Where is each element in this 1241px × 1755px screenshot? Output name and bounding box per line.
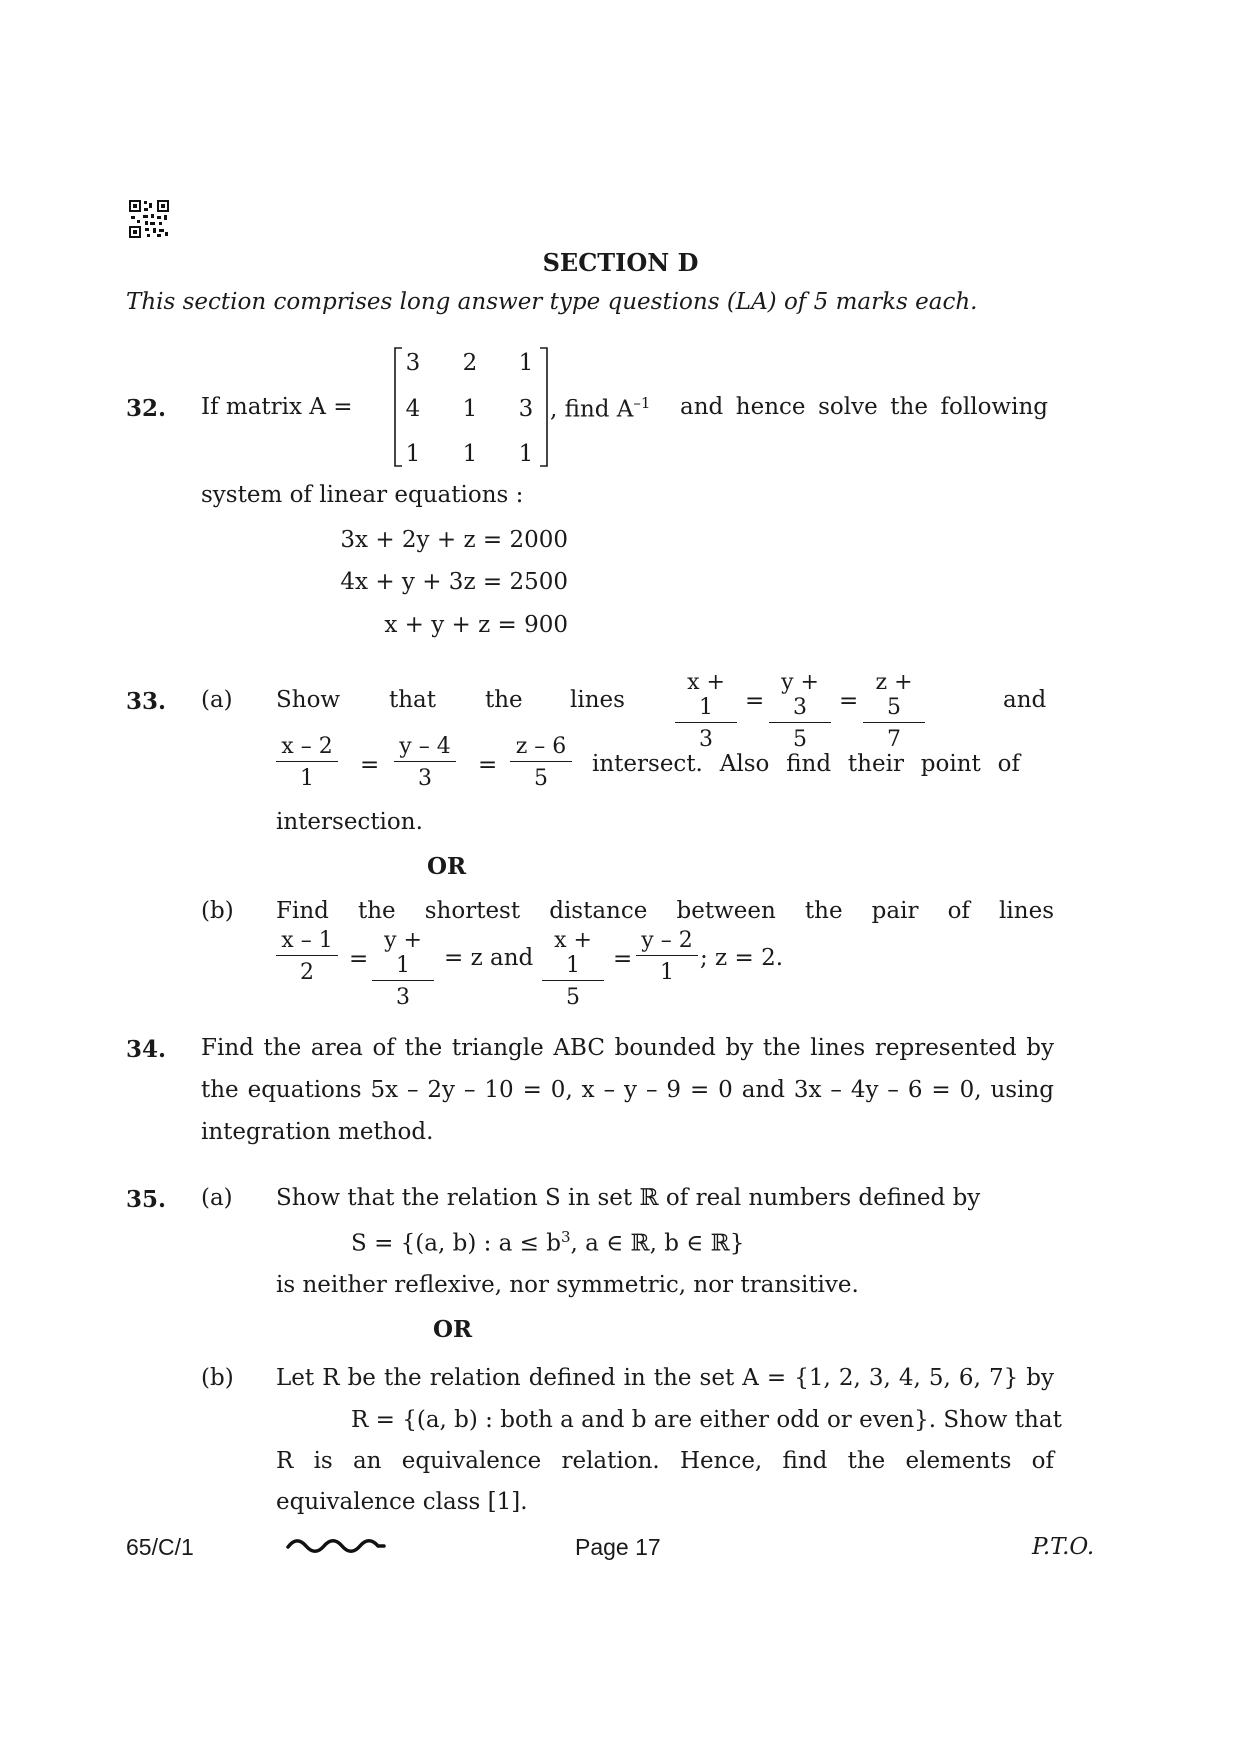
matrix-cell: 1 [518, 441, 534, 467]
matrix-cell: 1 [462, 396, 478, 422]
q32-and-hence: and hence solve the following [680, 394, 1048, 420]
fraction: $\frac{y - 4}{3}$ [394, 734, 456, 791]
question-number-32: 32. [126, 395, 167, 422]
qr-code-icon [129, 200, 169, 238]
q33-a-word: that [389, 687, 437, 713]
question-number-34: 34. [126, 1036, 167, 1063]
q34-line1: Find the area of the triangle ABC bounded by the lines represented by [201, 1035, 1054, 1061]
fraction: $\frac{x - 2}{1}$ [276, 734, 338, 791]
q32-after-matrix [550, 396, 650, 422]
matrix-cell: 1 [405, 441, 421, 467]
q33-b-line1: Find the shortest distance between the pair of lines [276, 898, 1054, 924]
q35-set-end: , a ∈ ℝ, b ∈ ℝ} [570, 1230, 745, 1257]
q35-b-label: (b) [201, 1365, 234, 1391]
q35-a-line3: is neither reflexive, nor symmetric, nor transitive. [276, 1272, 859, 1298]
equals-sign: = [478, 752, 498, 778]
fraction: $\frac{x + 1}{3}$ [675, 670, 737, 752]
or-separator: OR [427, 853, 467, 880]
q33-b-mid: = z and [444, 945, 534, 971]
matrix-a [392, 346, 550, 468]
fraction: $\frac{z + 5}{7}$ [863, 670, 925, 752]
fraction: $\frac{x + 1}{5}$ [542, 928, 604, 1010]
q35-a-label: (a) [201, 1185, 233, 1211]
matrix-cell: 4 [405, 396, 421, 422]
q35-set-sup: 3 [561, 1228, 571, 1246]
equation: 4x + y + 3z = 2500 [340, 569, 568, 595]
fraction: $\frac{z - 6}{5}$ [510, 734, 572, 791]
q33-a-label: (a) [201, 687, 233, 713]
q32-superscript: –1 [633, 394, 651, 412]
q34-line3: integration method. [201, 1119, 434, 1145]
matrix-cell: 2 [462, 350, 478, 376]
fraction: $\frac{x - 1}{2}$ [276, 928, 338, 985]
q33-a-word: the [485, 687, 523, 713]
wave-ornament-icon [286, 1537, 386, 1555]
q33-and: and [1003, 687, 1047, 713]
section-subtitle: This section comprises long answer type questions (LA) of 5 marks each. [126, 289, 978, 315]
matrix-cell: 3 [405, 350, 421, 376]
or-separator: OR [433, 1316, 473, 1343]
paper-code: 65/C/1 [126, 1534, 194, 1560]
q33-a-word: lines [570, 687, 625, 713]
matrix-cell: 1 [518, 350, 534, 376]
q35-b-line1: Let R be the relation defined in the set A = {1, 2, 3, 4, 5, 6, 7} by [276, 1365, 1054, 1391]
equation: x + y + z = 900 [384, 612, 568, 638]
q35-set-start: S = {(a, b) : a ≤ b [351, 1230, 561, 1257]
matrix-cell: 3 [518, 396, 534, 422]
q34-line2: the equations 5x – 2y – 10 = 0, x – y – 9 = 0 and 3x – 4y – 6 = 0, using [201, 1077, 1054, 1103]
question-number-35: 35. [126, 1186, 167, 1213]
right-bracket [538, 346, 550, 468]
fraction: $\frac{y + 1}{3}$ [372, 928, 434, 1010]
equation: 3x + 2y + z = 2000 [340, 527, 568, 553]
equals-sign: = [839, 688, 859, 714]
q33-a-word: Show [276, 687, 341, 713]
q33-b-end: ; z = 2. [700, 945, 784, 971]
q35-b-line3: R is an equivalence relation. Hence, find the elements of [276, 1448, 1054, 1474]
fraction: $\frac{y + 3}{5}$ [769, 670, 831, 752]
q33-a-last: intersection. [276, 809, 423, 835]
matrix-cell: 1 [462, 441, 478, 467]
page-number: Page 17 [575, 1534, 661, 1560]
fraction: $\frac{y - 2}{1}$ [636, 928, 698, 985]
q35-b-line4: equivalence class [1]. [276, 1489, 528, 1515]
equals-sign: = [613, 946, 633, 972]
q33-b-label: (b) [201, 898, 234, 924]
q33-a-tail: intersect. Also find their point of [592, 751, 1020, 777]
question-number-33: 33. [126, 688, 167, 715]
q32-intro: If matrix A = [201, 394, 353, 420]
please-turn-over: P.T.O. [1032, 1534, 1095, 1560]
q32-line2: system of linear equations : [201, 482, 524, 508]
q35-a-line1: Show that the relation S in set ℝ of real numbers defined by [276, 1185, 981, 1211]
section-title: SECTION D [542, 248, 699, 277]
q32-find-a: , find A [550, 396, 634, 423]
equals-sign: = [360, 752, 380, 778]
equals-sign: = [745, 688, 765, 714]
q35-a-set [351, 1230, 744, 1256]
q35-b-line2: R = {(a, b) : both a and b are either odd or even}. Show that [351, 1407, 1062, 1433]
equals-sign: = [349, 946, 369, 972]
